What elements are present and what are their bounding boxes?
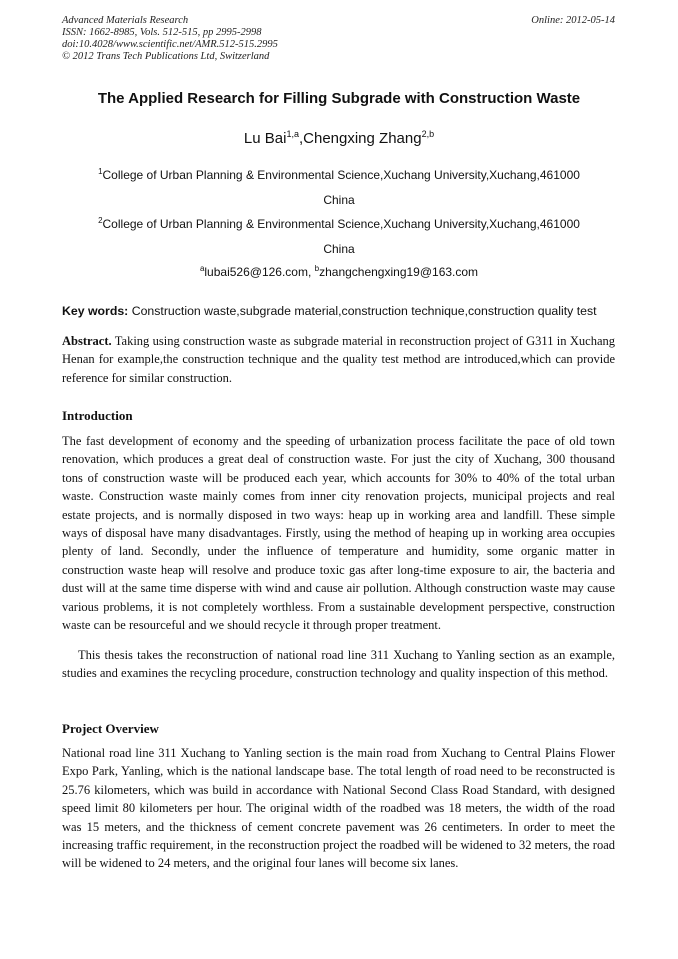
author-superscript: 2,b (421, 129, 435, 139)
affiliation-2 (60, 217, 618, 231)
overview-paragraph-1: National road line 311 Xuchang to Yanling section is the main road from Xuchang to Central Plains Flower Expo Park, Yanling, which is the national landscape base. The total length of road need to be reconstructed is 25.76 kilometers, which was build in accordance with National Second Class Road Standard, with designed speed limit 80 kilometers per hour. The original width of the roadbed was 18 meters, the width of the road was 15 meters, and the thickness of cement concrete pavement was 26 centimeters. In order to meet the increasing traffic requirement, in the reconstruction project the roadbed will be widened to 32 meters, the road will be widened to 24 meters, and the original four lanes will become six lanes. (62, 746, 615, 871)
introduction-paragraph-2: This thesis takes the reconstruction of national road line 311 Xuchang to Yanling section as an example, studies and examines the recycling procedure, construction technology and quality inspection of this method. (62, 648, 615, 681)
journal-name: Advanced Materials Research (62, 15, 189, 26)
issn-line: ISSN: 1662-8985, Vols. 512-515, pp 2995-2998 (62, 27, 262, 38)
keywords-text: Construction waste,subgrade material,construction technique,construction quality test (128, 304, 597, 318)
author-separator: , (298, 130, 304, 147)
introduction-paragraph-1: The fast development of economy and the speeding of urbanization process facilitate the pace of old town renovation, which produces a great deal of construction waste. For just the city of Xuchang, 300 thousand tons of construction waste will be produced each year, which accounts for 30% to 40% of the total urban waste. Construction waste mainly comes from inner city renovation projects, municipal projects and real estate projects, and is normally disposed in two ways: heap up in working area and landfill. These simple ways of disposal have many disadvantages. Firstly, using the method of heaping up in working area occupies plenty of land. Secondly, under the influence of temperature and humidity, some organic matter in construction waste heap will resolve and produce toxic gas after long-time exposure to air, the bacteria and dust will at the same time disperse with wind and cause air pollution. Although construction waste may cause various problems, it is not completely worthless. From a sustainable development perspective, construction waste can be resourceful and we should recycle it through proper treatment. (62, 434, 615, 633)
email-marker: b (314, 264, 320, 273)
doi-line: doi:10.4028/www.scientific.net/AMR.512-515.2995 (62, 39, 278, 50)
journal-header (62, 15, 615, 63)
abstract-text: Taking using construction waste as subgrade material in reconstruction project of G311 in Xuchang Henan for example,the construction technique and the quality test method are introduced,which can provide reference for similar construction. (62, 334, 615, 385)
author-name: Chengxing Zhang (303, 130, 422, 147)
email-address: zhangchengxing19@163.com (319, 265, 479, 279)
keywords-label: Key words: (62, 304, 129, 318)
affiliation-marker: 2 (98, 216, 103, 225)
keywords (62, 304, 622, 318)
paper-title: The Applied Research for Filling Subgrade with Construction Waste (97, 90, 581, 107)
affiliation-2-country: China (323, 242, 355, 256)
email-marker: a (199, 264, 205, 273)
section-heading-introduction: Introduction (62, 408, 133, 423)
affiliation-text: College of Urban Planning & Environmental Science,Xuchang University,Xuchang,461000 (102, 217, 580, 231)
abstract-label: Abstract. (62, 334, 112, 348)
affiliation-1-country: China (323, 193, 355, 207)
author-line (40, 130, 638, 147)
online-date: Online: 2012-05-14 (531, 15, 615, 26)
section-heading-project-overview: Project Overview (62, 721, 159, 736)
abstract (62, 332, 615, 387)
author-name: Lu Bai (243, 130, 287, 147)
author-superscript: 1,a (286, 129, 299, 139)
affiliation-text: College of Urban Planning & Environmental Science,Xuchang University,Xuchang,461000 (102, 168, 580, 182)
email-address: lubai526@126.com, (204, 265, 315, 279)
copyright-line: © 2012 Trans Tech Publications Ltd, Switzerland (62, 51, 270, 62)
affiliation-1 (60, 168, 618, 182)
affiliation-marker: 1 (98, 167, 103, 176)
email-line (60, 265, 618, 279)
